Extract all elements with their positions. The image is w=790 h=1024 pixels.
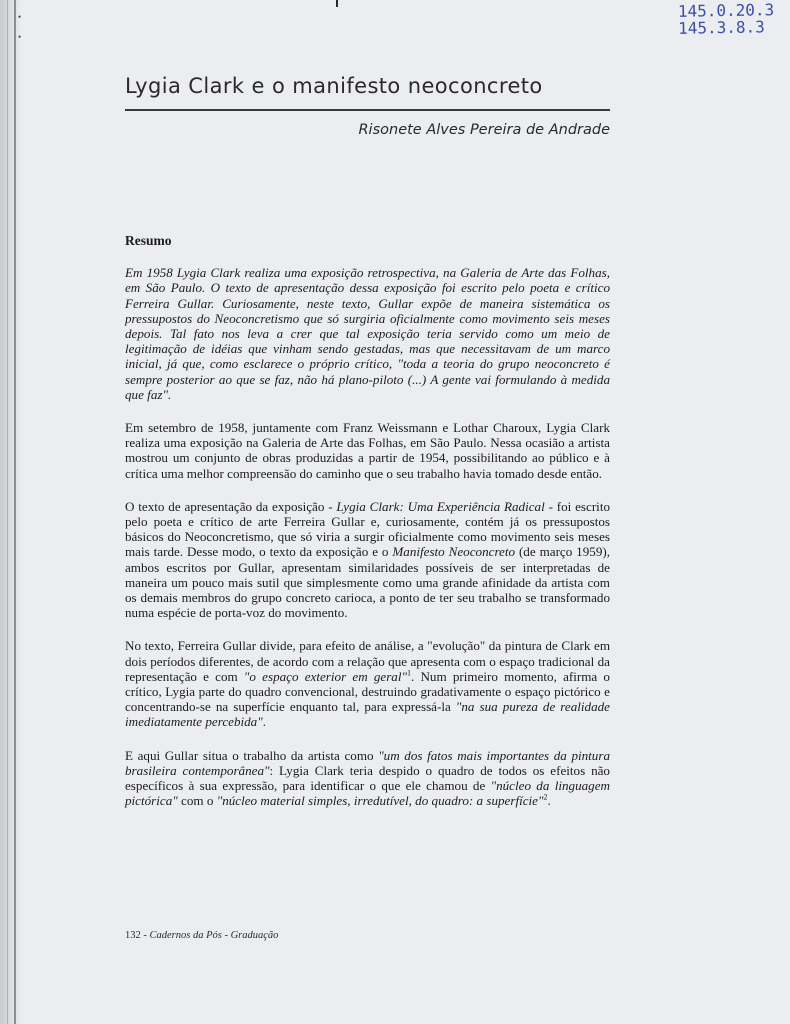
scan-binding-edge [0, 0, 22, 1024]
footer-separator: - [140, 930, 150, 941]
text-run: No texto, Ferreira Gullar divide, para efeito de análise, a "evolução" da pintura de Clark em dois períodos diferentes, de acordo com a relação que apresenta com o espaço tradicional da representação e com [125, 638, 610, 684]
text-run: . Num primeiro momento, afirma o crítico, Lygia parte do quadro convencional, destruindo gradativamente o espaço pictórico e concentrando-se na superfície enquanto tal, para expressá-la [125, 668, 610, 715]
text-run: O texto de apresentação da exposição - [125, 498, 337, 514]
footnote-marker: 2 [543, 792, 548, 802]
quotation: "núcleo material simples, irredutível, do quadro: a superfície" [216, 793, 544, 809]
quotation: "o espaço exterior em geral" [243, 668, 407, 684]
text-run: . [262, 714, 267, 730]
abstract-heading: Resumo [125, 233, 172, 248]
quotation: "núcleo da linguagem pictórica" [125, 778, 610, 809]
body-paragraph [125, 748, 610, 809]
scan-mark: • [18, 12, 22, 22]
article-content [125, 233, 610, 809]
journal-name: Cadernos da Pós - Graduação [149, 930, 279, 941]
scan-mark: • [18, 32, 22, 42]
text-run: . [547, 793, 551, 809]
footnote-marker: 1 [406, 668, 411, 678]
text-run: - foi escrito pelo poeta e crítico de arte Ferreira Gullar e, curiosamente, contém já os pressupostos básicos do Neoconcretismo, que só viria a surgir oficialmente como movimento seis meses mais tarde. Desse modo, o texto da exposição e o [125, 498, 611, 560]
exhibition-title: Lygia Clark: Uma Experiência Radical [336, 498, 545, 514]
scan-binding-line [7, 0, 8, 1024]
text-run: com o [177, 793, 217, 809]
body-paragraph [125, 499, 610, 621]
article-title: Lygia Clark e o manifesto neoconcreto [125, 74, 543, 98]
manifesto-title: Manifesto Neoconcreto [392, 544, 516, 560]
text-run: E aqui Gullar situa o trabalho da artista como [125, 747, 379, 763]
abstract-text: Em 1958 Lygia Clark realiza uma exposição retrospectiva, na Galeria de Arte das Folhas, em São Paulo. O texto de apresentação dessa exposição foi escrito pelo poeta e crítico Ferreira Gullar. Curiosamente, neste texto, Gullar expõe de maneira sistemática os pressupostos do Neoconcretismo que só surgiria oficialmente como movimento seis meses depois. Tal fato nos leva a crer que tal exposição teria servido como um meio de legitimação de idéias que vinham sendo gestadas, mas que necessitavam de um marco inicial, já que, como esclarece o próprio crítico, "toda a teoria do grupo neoconcreto é sempre posterior ao que se faz, não há plano-piloto (...) A gente vai formulando à medida que faz". [125, 265, 610, 402]
scan-binding-line [14, 0, 16, 1024]
call-number-line: 145.0.20.3 [677, 0, 775, 21]
handwritten-call-number [678, 1, 775, 37]
article-author: Risonete Alves Pereira de Andrade [358, 122, 610, 138]
page-footer [125, 930, 278, 941]
body-paragraph: Em setembro de 1958, juntamente com Franz Weissmann e Lothar Charoux, Lygia Clark realiza uma exposição na Galeria de Arte das Folhas, em São Paulo. Nessa ocasião a artista mostrou um conjunto de obras produzidas a partir de 1954, possibilitando ao público e à crítica uma melhor compreensão do caminho que o seu trabalho havia tomado desde então. [125, 420, 610, 481]
title-rule [125, 109, 610, 111]
scan-mark [336, 0, 338, 7]
quotation: "na sua pureza de realidade imediatamente percebida" [125, 699, 610, 730]
text-run: : Lygia Clark teria despido o quadro de todos os efeitos não específicos à sua expressão, para identificar o que ele chamou de [125, 762, 610, 794]
call-number-line: 145.3.8.3 [677, 17, 766, 38]
body-paragraph [125, 638, 610, 729]
quotation: "um dos fatos mais importantes da pintura brasileira contemporânea" [125, 747, 611, 778]
text-run: (de março 1959), ambos escritos por Gullar, apresentam similaridades possíveis de ser interpretadas de maneira um pouco mais sutil que simplesmente como uma grande afinidade da artista com os demais membros do grupo concreto carioca, a ponto de ter seu trabalho se transformado numa espécie de porta-voz do movimento. [125, 544, 611, 621]
page-number: 132 [125, 930, 141, 941]
